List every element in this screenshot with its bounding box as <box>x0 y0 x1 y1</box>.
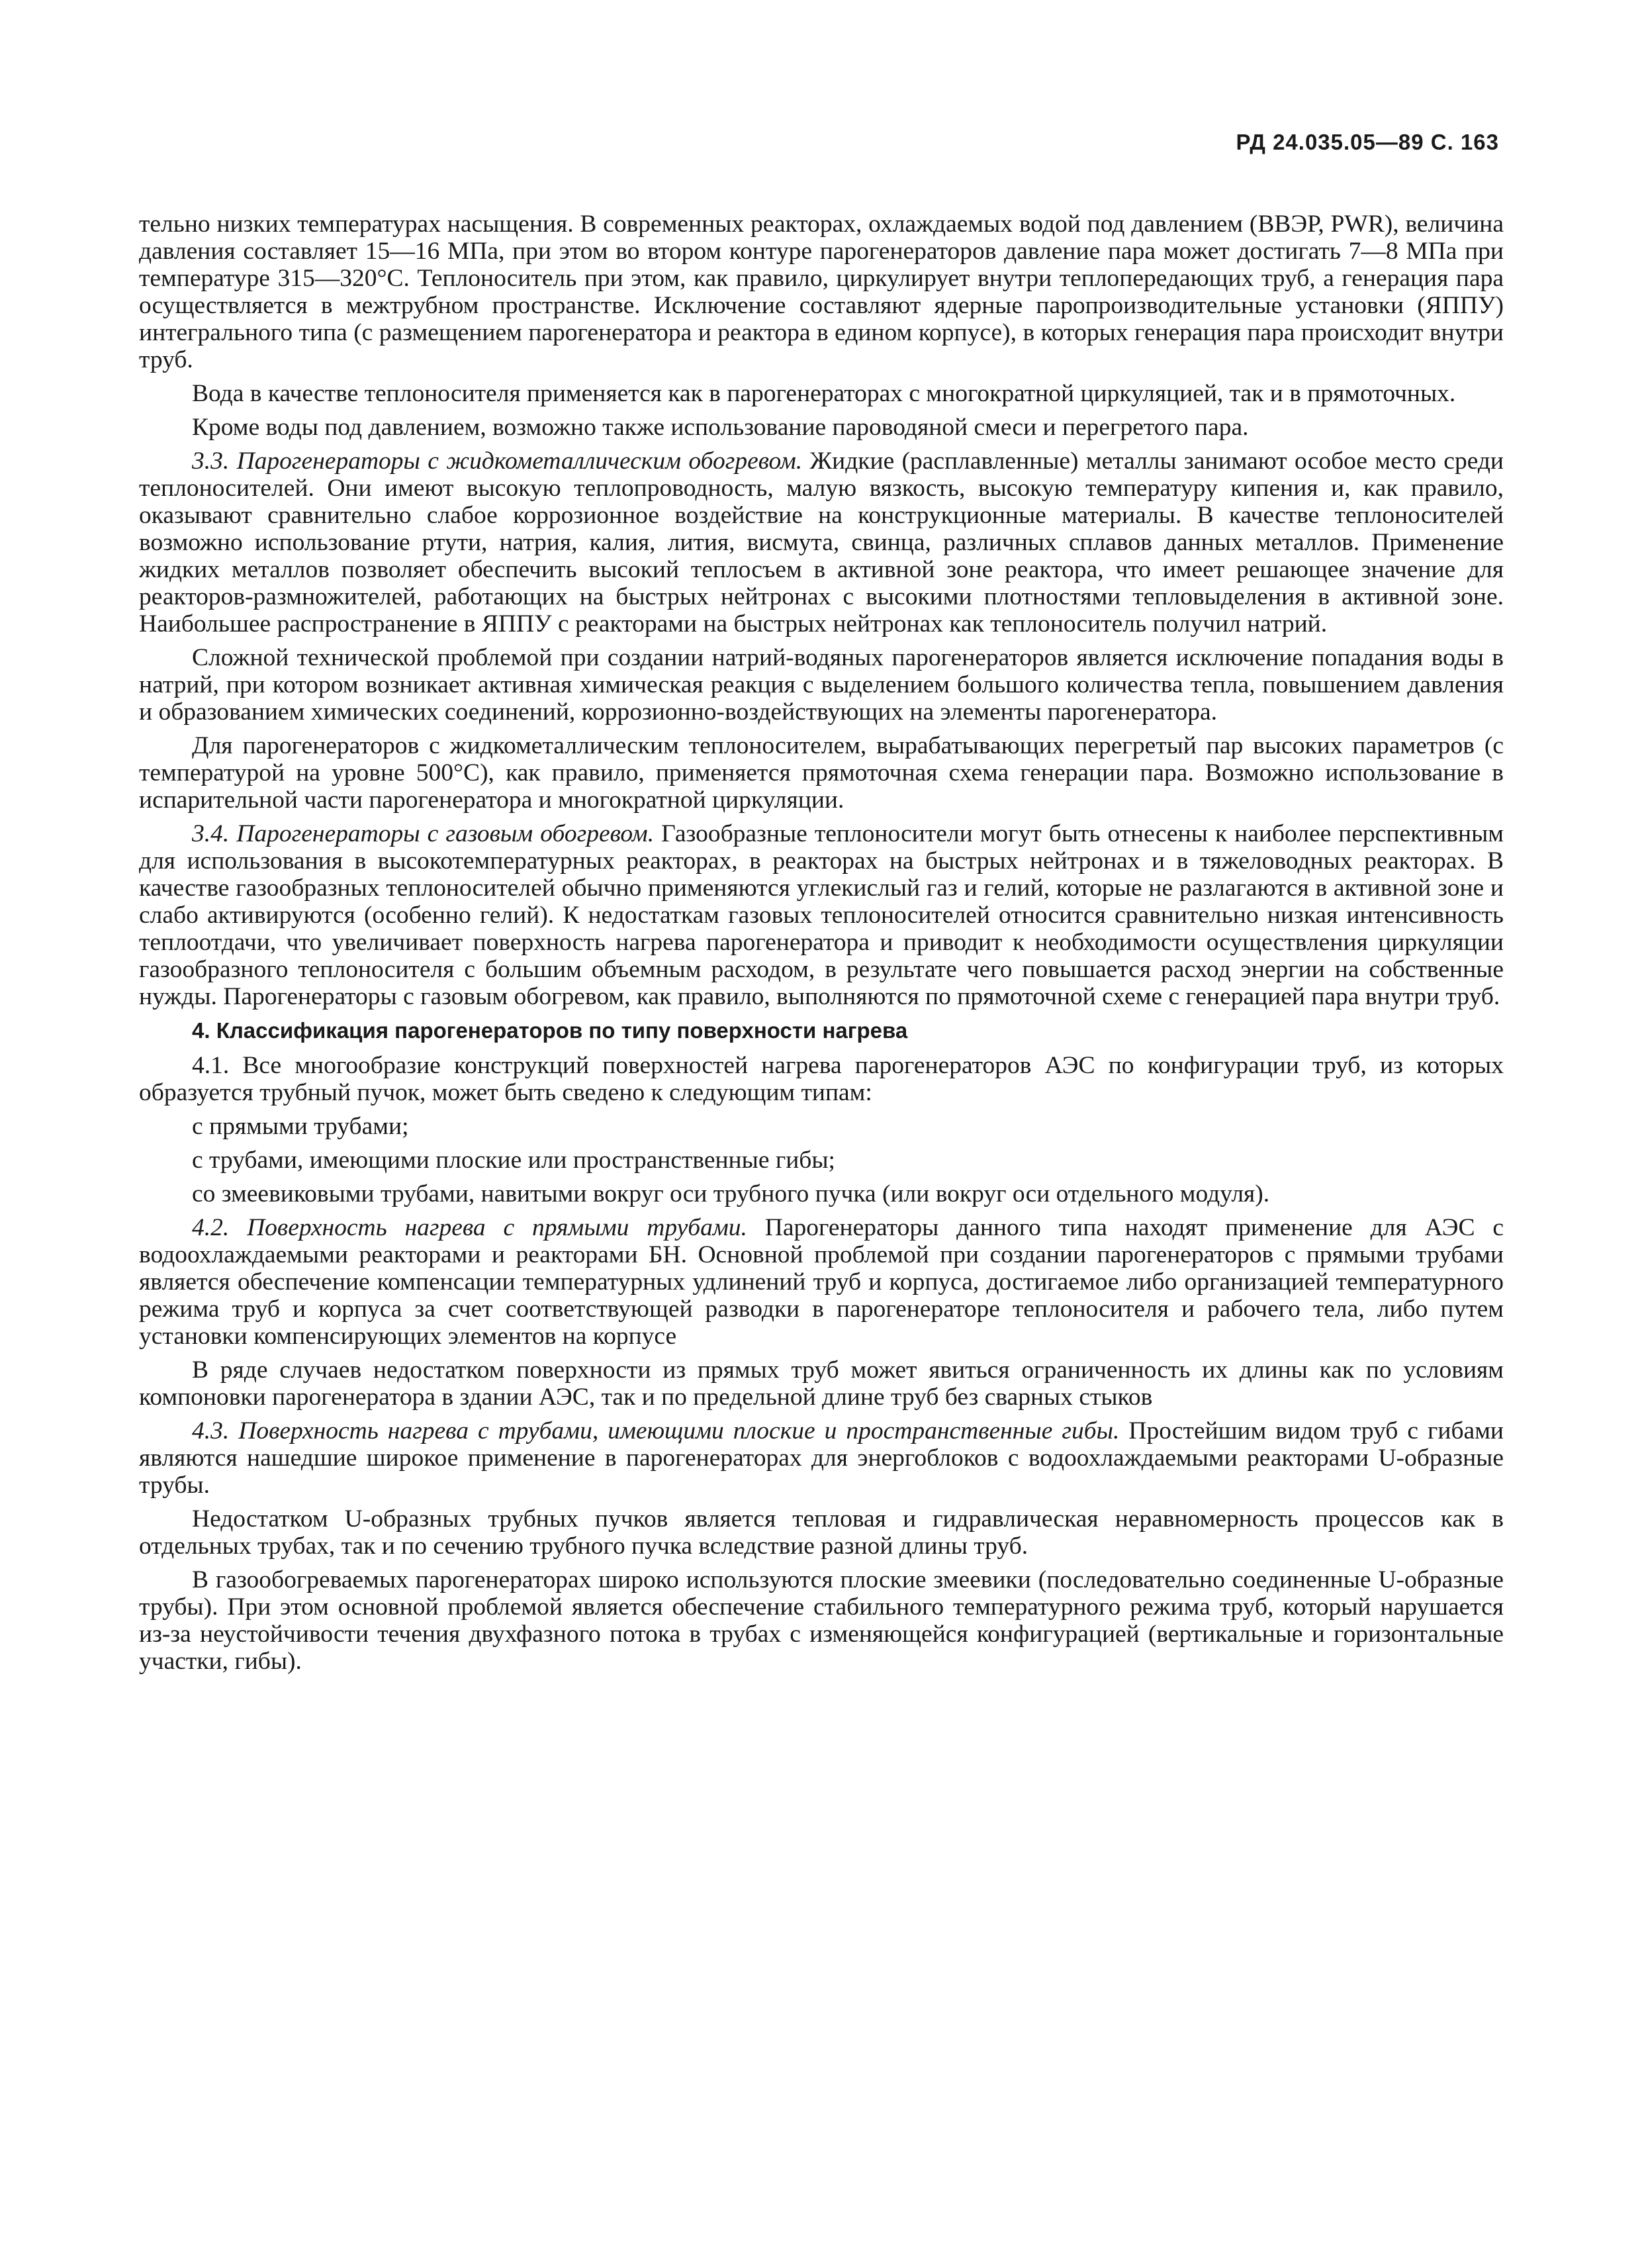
section-title: 4.2. Поверхность нагрева с прямыми трубами. <box>192 1214 747 1241</box>
section-title: 3.4. Парогенераторы с газовым обогревом. <box>192 820 655 847</box>
section-4-3 <box>139 1417 1504 1499</box>
paragraph <box>139 1566 1504 1675</box>
paragraph-text: Кроме воды под давлением, возможно также использование пароводяной смеси и перегретого пара. <box>192 414 1249 441</box>
list-item <box>139 1180 1504 1207</box>
paragraph-text: Для парогенераторов с жидкометаллическим теплоносителем, вырабатывающих перегретый пар высоких параметров (с температурой на уровне 500°С), как правило, применяется прямоточная схема генерации пара. Возможно использование в испарительной части парогенератора и многократной циркуляции. <box>139 732 1504 814</box>
list-item <box>139 1113 1504 1140</box>
paragraph-text: В газообогреваемых парогенераторах широко используются плоские змеевики (последовательно соединенные U-образные трубы). При этом основной проблемой является обеспечение стабильного температурного режима труб, который нарушается из-за неустойчивости течения двухфазного потока в трубах с изменяющейся конфигурацией (вертикальные и горизонтальные участки, гибы). <box>139 1566 1504 1675</box>
page-header: РД 24.035.05—89 С. 163 <box>1236 130 1499 154</box>
paragraph <box>139 380 1504 407</box>
paragraph-text: Сложной технической проблемой при создании натрий-водяных парогенераторов является исключение попадания воды в натрий, при котором возникает активная химическая реакция с выделением большого количества тепла, повышением давления и образованием химических соединений, коррозионно-воздействующих на элементы парогенератора. <box>139 644 1504 726</box>
paragraph-text: Простейшим видом труб с гибами являются нашедшие широкое применение в парогенераторах для энергоблоков с водоохлаждаемыми реакторами U-образные трубы. <box>139 1417 1504 1499</box>
paragraph <box>139 211 1504 373</box>
paragraph-text: 4.1. Все многообразие конструкций поверхностей нагрева парогенераторов АЭС по конфигурации труб, из которых образуется трубный пучок, может быть сведено к следующим типам: <box>139 1052 1504 1106</box>
section-4-1 <box>139 1052 1504 1106</box>
document-body <box>139 211 1504 1681</box>
section-3-4 <box>139 820 1504 1010</box>
paragraph-text: В ряде случаев недостатком поверхности из прямых труб может явиться ограниченность их длины как по условиям компоновки парогенератора в здании АЭС, так и по предельной длине труб без сварных стыков <box>139 1356 1504 1411</box>
paragraph-text: Парогенераторы данного типа находят применение для АЭС с водоохлаждаемыми реакторами и реакторами БН. Основной проблемой при создании парогенераторов с прямыми трубами является обеспечение компенсации температурных удлинений труб и корпуса, достигаемое либо организацией температурного режима труб и корпуса за счет соответствующей разводки в парогенераторе теплоносителя и рабочего тела, либо путем установки компенсирующих элементов на корпусе <box>139 1214 1504 1350</box>
paragraph <box>139 1356 1504 1411</box>
section-3-3 <box>139 448 1504 638</box>
list-item-text: со змеевиковыми трубами, навитыми вокруг оси трубного пучка (или вокруг оси отдельного модуля). <box>192 1180 1270 1207</box>
list-item-text: с прямыми трубами; <box>192 1113 409 1140</box>
paragraph <box>139 644 1504 726</box>
paragraph <box>139 414 1504 441</box>
section-heading <box>139 1017 1504 1044</box>
paragraph-text: Вода в качестве теплоносителя применяется как в парогенераторах с многократной циркуляцией, так и в прямоточных. <box>192 380 1456 407</box>
list-item-text: с трубами, имеющими плоские или пространственные гибы; <box>192 1147 835 1174</box>
section-title: 4.3. Поверхность нагрева с трубами, имеющими плоские и пространственные гибы. <box>192 1417 1120 1444</box>
section-4-2 <box>139 1214 1504 1350</box>
paragraph-text: Жидкие (расплавленные) металлы занимают особое место среди теплоносителей. Они имеют высокую теплопроводность, малую вязкость, высокую температуру кипения и, как правило, оказывают сравнительно слабое коррозионное воздействие на конструкционные материалы. В качестве теплоносителей возможно использование ртути, натрия, калия, лития, висмута, свинца, различных сплавов данных металлов. Применение жидких металлов позволяет обеспечить высокий теплосъем в активной зоне реактора, что имеет решающее значение для реакторов-размножителей, работающих на быстрых нейтронах с высокими плотностями тепловыделения в активной зоне. Наибольшее распространение в ЯППУ с реакторами на быстрых нейтронах как теплоноситель получил натрий. <box>139 448 1504 638</box>
paragraph <box>139 732 1504 814</box>
section-title: 3.3. Парогенераторы с жидкометаллическим обогревом. <box>192 448 803 475</box>
paragraph <box>139 1505 1504 1560</box>
heading-text: 4. Классификация парогенераторов по типу поверхности нагрева <box>192 1018 908 1043</box>
paragraph-text: Газообразные теплоносители могут быть отнесены к наиболее перспективным для использования в высокотемпературных реакторах, в реакторах на быстрых нейтронах и в тяжеловодных реакторах. В качестве газообразных теплоносителей обычно применяются углекислый газ и гелий, которые не разлагаются в активной зоне и слабо активируются (особенно гелий). К недостаткам газовых теплоносителей относится сравнительно низкая интенсивность теплоотдачи, что увеличивает поверхность нагрева парогенератора и приводит к необходимости осуществления циркуляции газообразного теплоносителя с большим объемным расходом, в результате чего повышается расход энергии на собственные нужды. Парогенераторы с газовым обогревом, как правило, выполняются по прямоточной схеме с генерацией пара внутри труб. <box>139 820 1504 1010</box>
paragraph-text: Недостатком U-образных трубных пучков является тепловая и гидравлическая неравномерность процессов как в отдельных трубах, так и по сечению трубного пучка вследствие разной длины труб. <box>139 1505 1504 1560</box>
list-item <box>139 1147 1504 1174</box>
paragraph-text: тельно низких температурах насыщения. В современных реакторах, охлаждаемых водой под давлением (ВВЭР, PWR), величина давления составляет 15—16 МПа, при этом во втором контуре парогенераторов давление пара может достигать 7—8 МПа при температуре 315—320°С. Теплоноситель при этом, как правило, циркулирует внутри теплопередающих труб, а генерация пара осуществляется в межтрубном пространстве. Исключение составляют ядерные паропроизводительные установки (ЯППУ) интегрального типа (с размещением парогенератора и реактора в едином корпусе), в которых генерация пара происходит внутри труб. <box>139 211 1504 373</box>
